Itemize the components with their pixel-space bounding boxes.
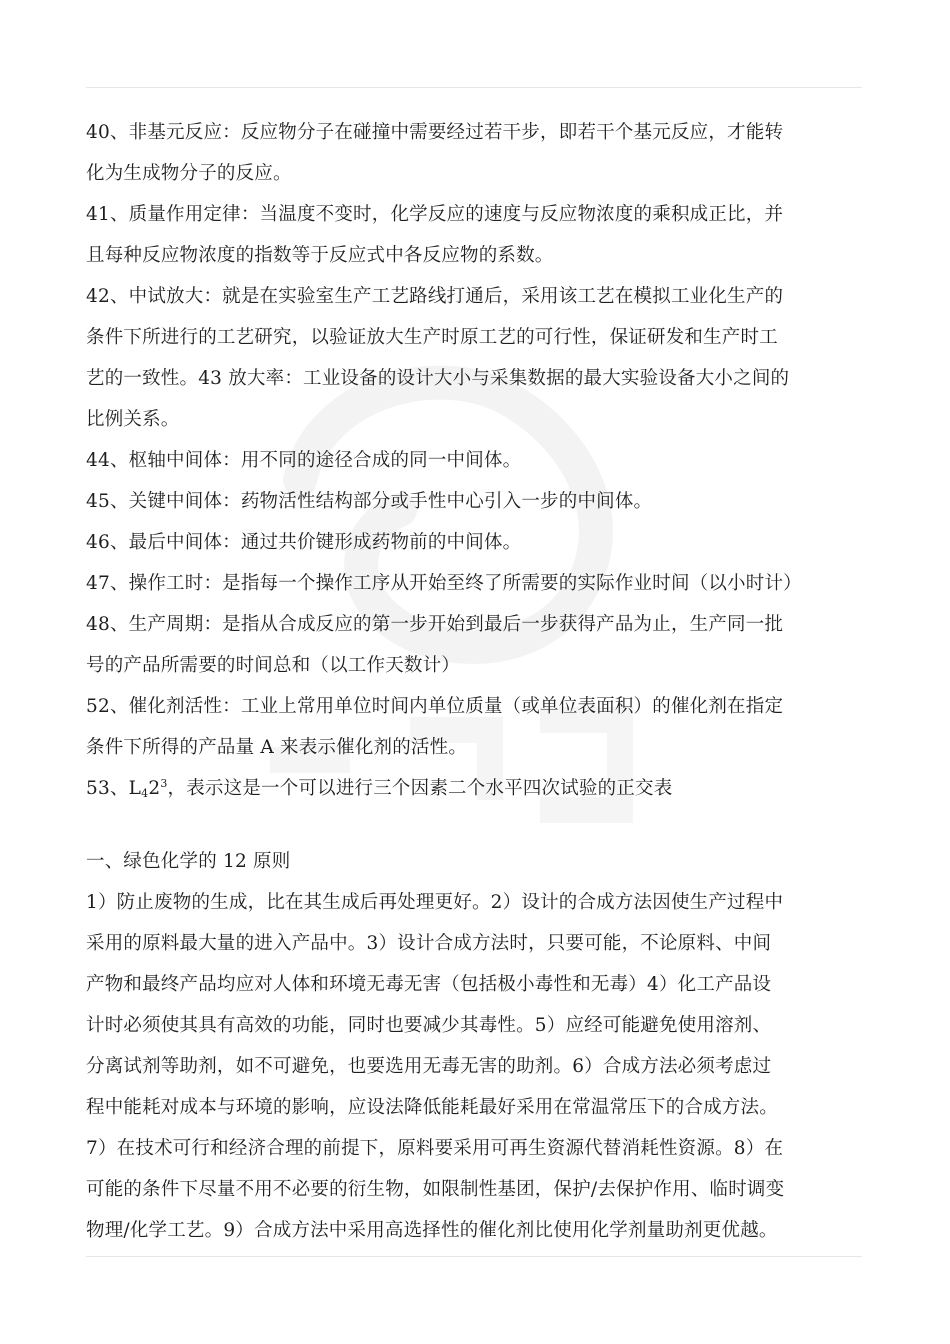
definition-44 [86,440,866,481]
definition-line: 40、非基元反应：反应物分子在碰撞中需要经过若干步，即若干个基元反应，才能转 [86,122,784,143]
definition-48 [86,604,866,686]
definition-line: 条件下所进行的工艺研究，以验证放大生产时原工艺的可行性，保证研发和生产时工 [86,327,778,348]
document-body [86,112,866,1251]
principle-line: 计时必须使其具有高效的功能，同时也要减少其毒性。5）应经可能避免使用溶剂、 [86,1015,772,1036]
principle-line: 物理/化学工艺。9）合成方法中采用高选择性的催化剂比使用化学剂量助剂更优越。 [86,1220,778,1241]
definition-line: 比例关系。 [86,409,180,430]
principle-line: 程中能耗对成本与环境的影响，应设法降低能耗最好采用在常温常压下的合成方法。 [86,1097,778,1118]
definition-line: 条件下所得的产品量 A 来表示催化剂的活性。 [86,737,468,758]
definition-line: 号的产品所需要的时间总和（以工作天数计） [86,655,461,676]
principle-line: 分离试剂等助剂，如不可避免，也要选用无毒无害的助剂。6）合成方法必须考虑过 [86,1056,772,1077]
definition-41 [86,194,866,276]
definition-line: 45、关键中间体：药物活性结构部分或手性中心引入一步的中间体。 [86,491,653,512]
definitions-list [86,112,866,768]
principle-line: 1）防止废物的生成，比在其生成后再处理更好。2）设计的合成方法因使生产过程中 [86,892,784,913]
definition-53: 53、$L_42^3$，表示这是一个可以进行三个因素二个水平四次试验的正交表 [86,777,673,800]
definition-46 [86,522,866,563]
definition-line: 48、生产周期：是指从合成反应的第一步开始到最后一步获得产品为止，生产同一批 [86,614,784,635]
definition-42 [86,276,866,440]
definition-line: 艺的一致性。43 放大率：工业设备的设计大小与采集数据的最大实验设备大小之间的 [86,368,790,389]
section-heading: 一、绿色化学的 12 原则 [86,851,291,872]
definition-line: 化为生成物分子的反应。 [86,163,292,184]
principle-line: 产物和最终产品均应对人体和环境无毒无害（包括极小毒性和无毒）4）化工产品设 [86,974,772,995]
definition-line: 41、质量作用定律：当温度不变时，化学反应的速度与反应物浓度的乘积成正比，并 [86,204,784,225]
definition-line: 44、枢轴中间体：用不同的途径合成的同一中间体。 [86,450,522,471]
definition-line: 且每种反应物浓度的指数等于反应式中各反应物的系数。 [86,245,554,266]
definition-40 [86,112,866,194]
top-divider [86,87,862,88]
section-gap [86,809,866,841]
green-chemistry-principles [86,882,866,1251]
definition-line: 52、催化剂活性：工业上常用单位时间内单位质量（或单位表面积）的催化剂在指定 [86,696,784,717]
definition-line: 47、操作工时：是指每一个操作工序从开始至终了所需要的实际作业时间（以小时计） [86,573,802,594]
bottom-divider [86,1256,862,1257]
definition-52 [86,686,866,768]
definition-line: 42、中试放大：就是在实验室生产工艺路线打通后，采用该工艺在模拟工业化生产的 [86,286,784,307]
definition-line: 46、最后中间体：通过共价键形成药物前的中间体。 [86,532,522,553]
principle-line: 7）在技术可行和经济合理的前提下，原料要采用可再生资源代替消耗性资源。8）在 [86,1138,784,1159]
definition-45 [86,481,866,522]
principle-line: 可能的条件下尽量不用不必要的衍生物，如限制性基团，保护/去保护作用、临时调变 [86,1179,785,1200]
principle-line: 采用的原料最大量的进入产品中。3）设计合成方法时，只要可能，不论原料、中间 [86,933,772,954]
definition-47 [86,563,866,604]
